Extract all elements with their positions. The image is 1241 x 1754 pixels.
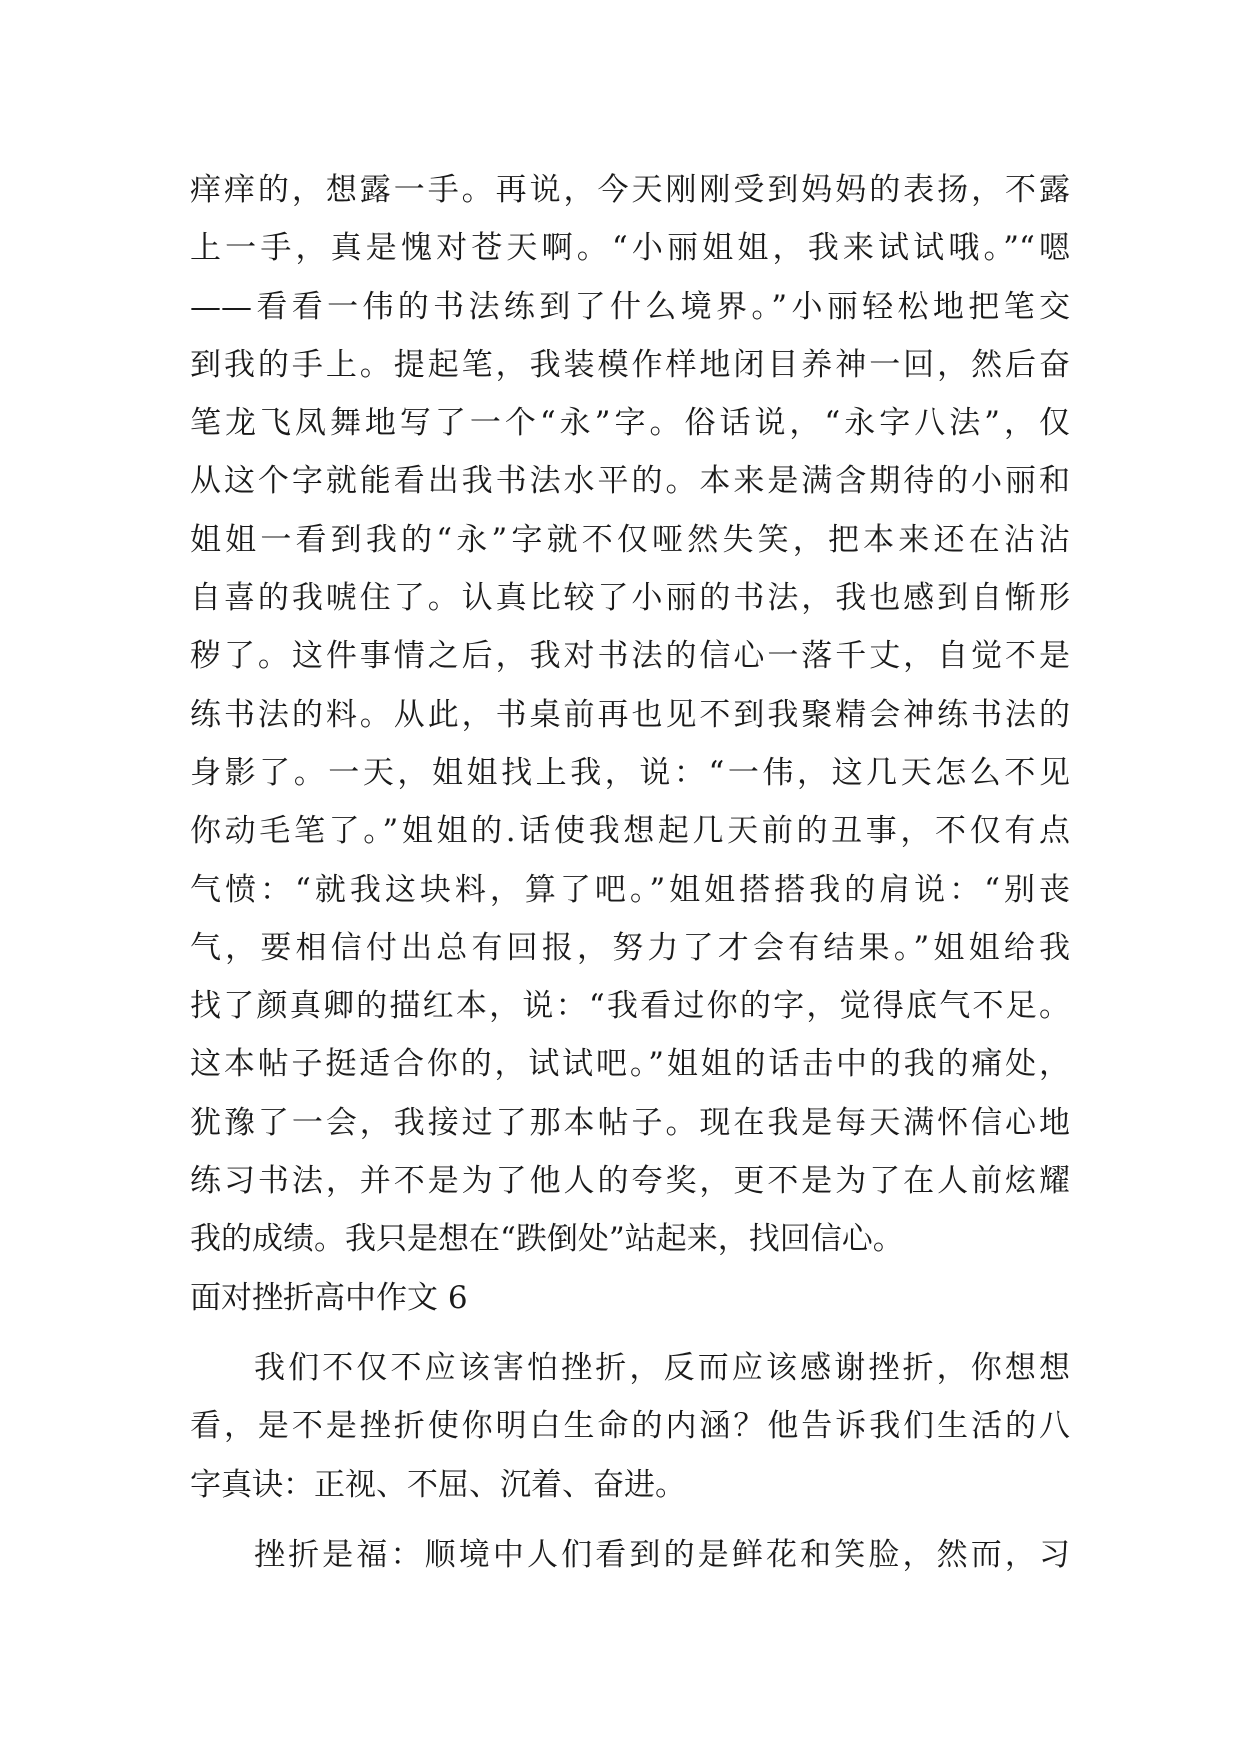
text-line: 痒痒的，想露一手。再说，今天刚刚受到妈妈的表扬，不露 xyxy=(190,172,1070,208)
text-line: ——看看一伟的书法练到了什么境界。”小丽轻松地把笔交 xyxy=(190,288,1070,325)
text-line: 我的成绩。我只是想在“跌倒处”站起来，找回信心。 xyxy=(190,1221,904,1258)
section-heading: 面对挫折高中作文 6 xyxy=(190,1279,468,1316)
text-line: 找了颜真卿的描红本，说：“我看过你的字，觉得底气不足。 xyxy=(190,988,1070,1025)
text-line: 练书法的料。从此，书桌前再也见不到我聚精会神练书法的 xyxy=(190,696,1070,733)
text-line: 这本帖子挺适合你的，试试吧。”姐姐的话击中的我的痛处， xyxy=(190,1046,1070,1083)
text-line: 秽了。这件事情之后，我对书法的信心一落千丈，自觉不是 xyxy=(190,638,1070,675)
text-line: 从这个字就能看出我书法水平的。本来是满含期待的小丽和 xyxy=(190,463,1070,500)
text-line: 气愤：“就我这块料，算了吧。”姐姐搭搭我的肩说：“别丧 xyxy=(190,871,1070,908)
text-line: 练习书法，并不是为了他人的夸奖，更不是为了在人前炫耀 xyxy=(190,1163,1070,1200)
body-text xyxy=(190,161,1070,1584)
text-line: 到我的手上。提起笔，我装模作样地闭目养神一回，然后奋 xyxy=(190,346,1070,383)
text-line: 看，是不是挫折使你明白生命的内涵？他告诉我们生活的八 xyxy=(190,1408,1070,1445)
paragraph-spacer xyxy=(190,1327,1070,1339)
paragraph xyxy=(190,1526,1070,1584)
text-line: 笔龙飞凤舞地写了一个“永”字。俗话说，“永字八法”，仅 xyxy=(190,405,1070,442)
text-line: 我们不仅不应该害怕挫折，反而应该感谢挫折，你想想 xyxy=(254,1349,1070,1386)
text-line: 上一手，真是愧对苍天啊。“小丽姐姐，我来试试哦。”“嗯 xyxy=(190,230,1070,267)
paragraph xyxy=(190,1339,1070,1514)
paragraph-spacer xyxy=(190,1514,1070,1526)
text-line: 犹豫了一会，我接过了那本帖子。现在我是每天满怀信心地 xyxy=(190,1104,1070,1141)
text-line: 气，要相信付出总有回报，努力了才会有结果。”姐姐给我 xyxy=(190,929,1070,966)
text-line: 身影了。一天，姐姐找上我，说：“一伟，这几天怎么不见 xyxy=(190,754,1070,791)
text-line: 姐姐一看到我的“永”字就不仅哑然失笑，把本来还在沾沾 xyxy=(190,521,1070,558)
text-line: 自喜的我唬住了。认真比较了小丽的书法，我也感到自惭形 xyxy=(190,580,1070,617)
text-line: 字真诀：正视、不屈、沉着、奋进。 xyxy=(190,1466,686,1503)
text-line: 你动毛笔了。”姐姐的.话使我想起几天前的丑事，不仅有点 xyxy=(190,813,1070,850)
paragraph xyxy=(190,161,1070,1269)
text-line: 挫折是福：顺境中人们看到的是鲜花和笑脸，然而，习 xyxy=(254,1536,1070,1573)
